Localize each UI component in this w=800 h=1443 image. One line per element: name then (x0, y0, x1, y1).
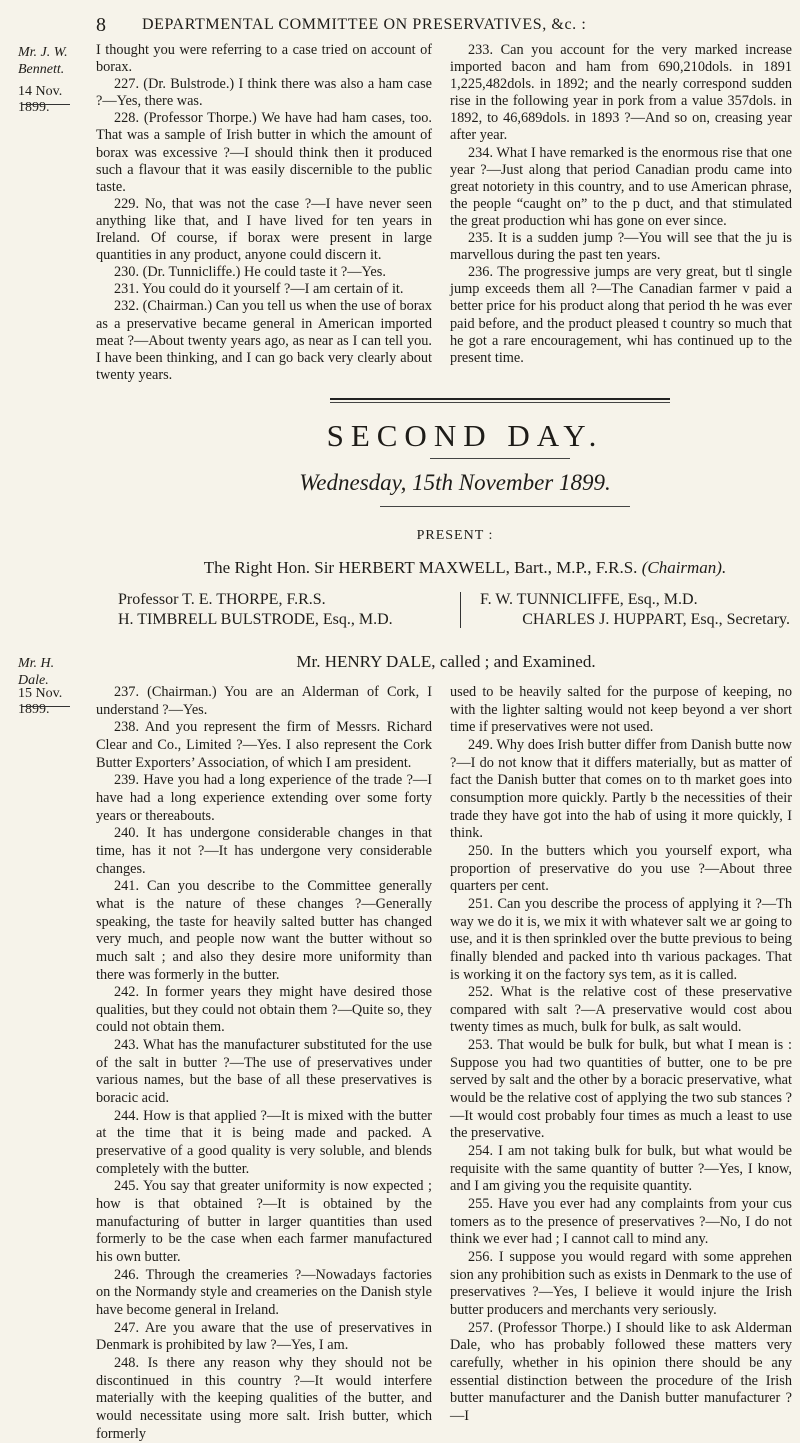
title-underline (430, 458, 570, 459)
member-name: H. TIMBRELL BULSTRODE, Esq., M.D. (118, 611, 393, 628)
paragraph: I thought you were referring to a case tried on account of borax. (96, 42, 432, 76)
paragraph: 235. It is a sudden jump ?—You will see that the ju is marvellous during the past ten years. (450, 230, 792, 264)
paragraph: 256. I suppose you would regard with some apprehen sion any prohibition such as exists in Denmark to the use of preservatives ?—Yes, I believe it would injure the Irish butter producers and merchants very seriously. (450, 1249, 792, 1318)
paragraph: 240. It has undergone considerable changes in that time, has it not ?—It has undergone very considerable changes. (96, 825, 432, 877)
top-right-column (450, 42, 792, 367)
paragraph: 250. In the butters which you yourself export, wha proportion of preservative do you use ?—About three quarters per cent. (450, 842, 792, 895)
member-name: Professor T. E. THORPE, F.R.S. (118, 591, 326, 608)
paragraph: 251. Can you describe the process of applying it ?—Th way we do it is, we mix it with whatever salt we ar going to use, and it is then sprinkled over the butte previous to being finally blended and packed into th various packages. That is working it on the factory sys tem, as it is called. (450, 895, 792, 983)
page-number: 8 (96, 14, 106, 36)
paragraph: 239. Have you had a long experience of the trade ?—I have had a long experience extending over some forty years or thereabouts. (96, 772, 432, 824)
witness-called-line: Mr. HENRY DALE, called ; and Examined. (296, 652, 596, 671)
members-left (118, 590, 393, 630)
paragraph: 227. (Dr. Bulstrode.) I think there was also a ham case ?—Yes, there was. (96, 76, 432, 110)
margin-rule (22, 706, 70, 707)
paragraph: 247. Are you aware that the use of preservatives in Denmark is prohibited by law ?—Yes, I am. (96, 1319, 432, 1354)
top-left-column (96, 42, 432, 384)
paragraph: 248. Is there any reason why they should not be discontinued in this country ?—It would interfere materially with the keeping qualities of the butter, and would necessitate using more salt. Irish butter, which formerly (96, 1354, 432, 1442)
paragraph: 246. Through the creameries ?—Nowadays factories on the Normandy style and creameries on the Danish style have become general in Ireland. (96, 1266, 432, 1318)
members-right (480, 590, 790, 630)
members-divider (460, 592, 461, 628)
paragraph: 243. What has the manufacturer substituted for the use of the salt in butter ?—The use of preservatives under various names, but the base of all these preservatives is boracic acid. (96, 1037, 432, 1107)
paragraph: used to be heavily salted for the purpose of keeping, no with the lighter salting would not keep beyond a ver short time if preservatives were not used. (450, 684, 792, 736)
paragraph: 252. What is the relative cost of these preservative compared with salt ?—A preservative would cost abou twenty times as much, bulk for bulk, as salt would. (450, 984, 792, 1036)
margin-date-14-nov: 14 Nov. 1899. (18, 84, 63, 115)
paragraph: 232. (Chairman.) Can you tell us when the use of borax as a preservative became general in American imported meat ?—About twenty years ago, as near as I can tell you. I have been thinking, and I can go back very clearly about twenty years. (96, 298, 432, 383)
paragraph: 234. What I have remarked is the enormous rise that one year ?—Just along that period Canadian produ came into great notoriety in this country, and to use American phrase, the people “caught on” to the p duct, and that stimulated the great production whi has gone on ever since. (450, 144, 792, 229)
present-label: PRESENT : (416, 528, 494, 543)
paragraph: 255. Have you ever had any complaints from your cus tomers as to the presence of preservatives ?—No, I do not think we ever had ; I cannot call to mind any. (450, 1196, 792, 1248)
bottom-right-column (450, 684, 792, 1426)
paragraph: 253. That would be bulk for bulk, but what I mean is : Suppose you had two quantities of butter, one to be pre served by salt and the other by a boracic preservative, what would be the relative cost of applying the two sub stances ?—It would cost probably four times as much a least to use the preservative. (450, 1037, 792, 1142)
paragraph: 244. How is that applied ?—It is mixed with the butter at the time that it is being made and packed. A preservative of a good quality is very soluble, and blends completely with the butter. (96, 1107, 432, 1177)
paragraph: 228. (Professor Thorpe.) We have had ham cases, too. That was a sample of Irish butter in which the amount of borax was excessive ?—I should think then it produced such a flavour that it was easily discernible to the public taste. (96, 110, 432, 195)
paragraph: 254. I am not taking bulk for bulk, but what would be requisite with the same quantity of butter ?—Yes, I know, and I am giving you the requisite quantity. (450, 1143, 792, 1195)
section-divider-rule (330, 398, 670, 400)
member-name: CHARLES J. HUPPART, Esq., Secretary. (522, 611, 790, 628)
margin-speaker-dale: Mr. H. Dale. (18, 656, 55, 688)
margin-speaker-bennett: Mr. J. W. Bennett. (18, 45, 68, 77)
paragraph: 241. Can you describe to the Committee generally what is the nature of these changes ?—Generally speaking, the taste for heavily salted butter has changed very much, and people now want the butter without so much salt ; and also they desire more uniformity than there was formerly in the butter. (96, 878, 432, 983)
paragraph: 229. No, that was not the case ?—I have never seen anything like that, and I have lived for ten years in Ireland. Of course, if borax were present in large quantities in any product, anyone could discern it. (96, 195, 432, 264)
running-head: DEPARTMENTAL COMMITTEE ON PRESERVATIVES, &c. : (142, 16, 587, 33)
paragraph: 237. (Chairman.) You are an Alderman of Cork, I understand ?—Yes. (96, 684, 432, 718)
margin-date-15-nov: 15 Nov. 1899. (18, 686, 63, 717)
chairman-role: (Chairman). (641, 558, 727, 577)
chairman-name: The Right Hon. Sir HERBERT MAXWELL, Bart., M.P., F.R.S. (203, 558, 638, 577)
paragraph: 242. In former years they might have desired those qualities, but they could not obtain them ?—Quite so, they could not obtain them. (96, 984, 432, 1036)
date-underline (380, 506, 630, 507)
bottom-left-column (96, 684, 432, 1443)
paragraph: 257. (Professor Thorpe.) I should like to ask Alderman Dale, who has probably followed these matters very carefully, whether in his opinion there should be any essential distinction between the procedure of the Irish butter manufacturer and the Danish butter manufacturer ?—I (450, 1319, 792, 1424)
paragraph: 233. Can you account for the very marked increase imported bacon and ham from 690,210dols. in 1891 1,225,482dols. in 1892; and the nearly correspond sudden rise in the following year in pork from a value 357dols. in 1892, to 46,689dols. in 1893 ?—And so on, creasing year after year. (450, 42, 792, 144)
paragraph: 249. Why does Irish butter differ from Danish butte now ?—I do not know that it differs materially, but as matter of fact the Danish butter that comes on to th market goes into consumption more quickly. Partly b the necessities of their trade they have got into the hab of using it more quickly, I think. (450, 736, 792, 842)
margin-rule (22, 104, 70, 105)
paragraph: 236. The progressive jumps are very great, but tl single jump exceeds them all ?—The Canadian farmer v paid a better price for his product along that period th he was ever paid before, and the product pleased t country so much that he got a rare encouragement, whi has continued up to the present time. (450, 264, 792, 366)
paragraph: 230. (Dr. Tunnicliffe.) He could taste it ?—Yes. (114, 264, 386, 281)
paragraph: 238. And you represent the firm of Messrs. Richard Clear and Co., Limited ?—Yes. I also represent the Cork Butter Exporters’ Association, of which I am president. (96, 719, 432, 771)
paragraph: 231. You could do it yourself ?—I am certain of it. (114, 281, 404, 298)
session-date: Wednesday, 15th November 1899. (299, 470, 611, 495)
section-divider-rule (330, 402, 670, 403)
chairman-line (0, 558, 800, 578)
day-title: SECOND DAY. (326, 418, 604, 453)
paragraph: 245. You say that greater uniformity is now expected ; how is that obtained ?—It is obtained by the manufacturing of butter in larger quantities than used formerly to be the case when each farmer manufactured his own butter. (96, 1178, 432, 1265)
member-name: F. W. TUNNICLIFFE, Esq., M.D. (480, 591, 698, 608)
